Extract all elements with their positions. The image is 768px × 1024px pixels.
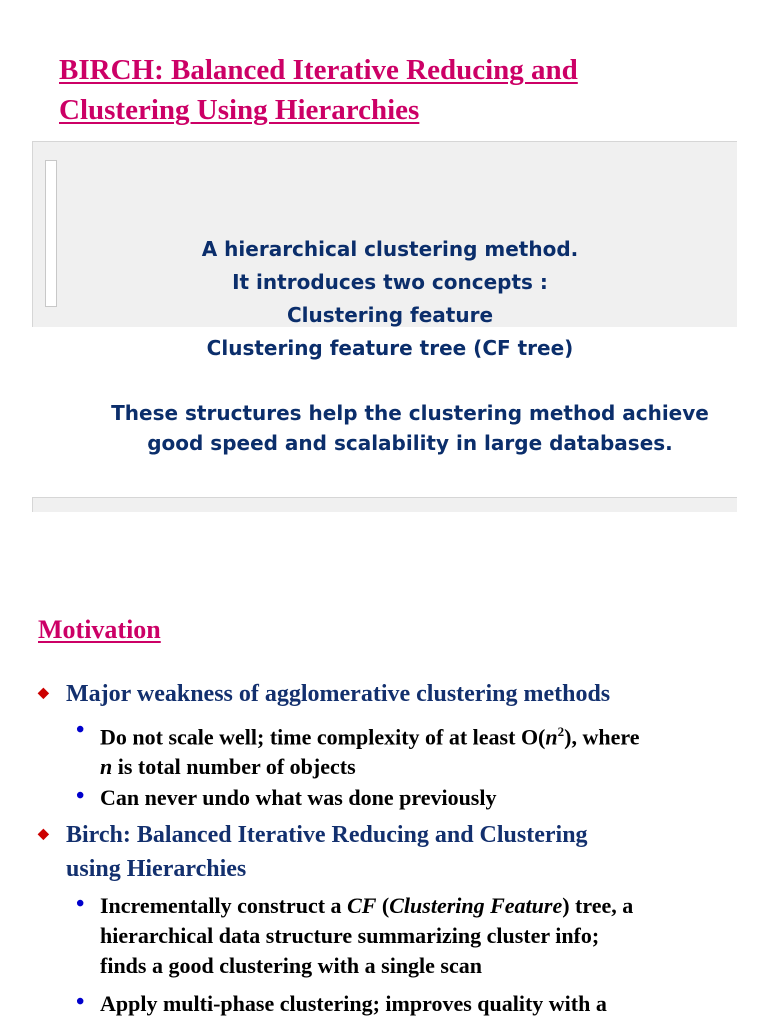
summary-line-3: Clustering feature — [286, 303, 494, 327]
sub-point-1-1 — [76, 717, 748, 782]
panel-bottom-strip — [32, 497, 737, 512]
sub-point-2-2 — [76, 989, 748, 1019]
summary-line-1: A hierarchical clustering method. — [201, 237, 579, 261]
bullet-point-2 — [38, 818, 748, 886]
dot-bullet-icon: • — [76, 891, 85, 917]
summary-note — [60, 398, 760, 458]
sub-point-1-1-line-2: n is total number of objects — [100, 754, 356, 780]
sub-point-2-1 — [76, 891, 748, 981]
bullet-point-1 — [38, 677, 748, 711]
sub-point-1-1-line-1: Do not scale well; time complexity of at least $O(n^2)$, where — [100, 724, 640, 750]
summary-note-line-1: These structures help the clustering method achieve — [111, 401, 709, 425]
slide-title-line-2: Clustering Using Hierarchies — [59, 94, 420, 126]
dot-bullet-icon: • — [76, 989, 85, 1015]
summary-line-2: It introduces two concepts : — [232, 270, 548, 294]
summary-note-line-2: good speed and scalability in large databases. — [147, 431, 673, 455]
sub-point-2-2-line-1: Apply multi-phase clustering; improves quality with a — [100, 991, 607, 1016]
sub-point-2-1-line-3: finds a good clustering with a single scan — [100, 953, 482, 978]
sub-point-1-2-line-1: Can never undo what was done previously — [100, 785, 497, 810]
bullet-point-1-line-1: Major weakness of agglomerative clustering methods — [66, 681, 611, 707]
diamond-bullet-icon: ◆ — [38, 827, 49, 842]
sub-point-2-1-line-2: hierarchical data structure summarizing cluster info; — [100, 923, 600, 948]
slide-title-line-1: BIRCH: Balanced Iterative Reducing and — [59, 54, 578, 86]
bullet-point-2-line-2: using Hierarchies — [66, 856, 247, 882]
dot-bullet-icon: • — [76, 783, 85, 809]
dot-bullet-icon: • — [76, 717, 85, 743]
diamond-bullet-icon: ◆ — [38, 686, 49, 701]
bullet-point-2-line-1: Birch: Balanced Iterative Reducing and Clustering — [66, 822, 588, 848]
section-heading: Motivation — [38, 615, 161, 644]
summary-text — [32, 233, 748, 365]
sub-point-1-2 — [76, 783, 748, 813]
summary-line-4: Clustering feature tree (CF tree) — [206, 336, 574, 360]
sub-point-2-1-line-1: Incrementally construct a CF (Clustering Feature) tree, a — [100, 893, 634, 918]
slide-title — [59, 50, 739, 130]
